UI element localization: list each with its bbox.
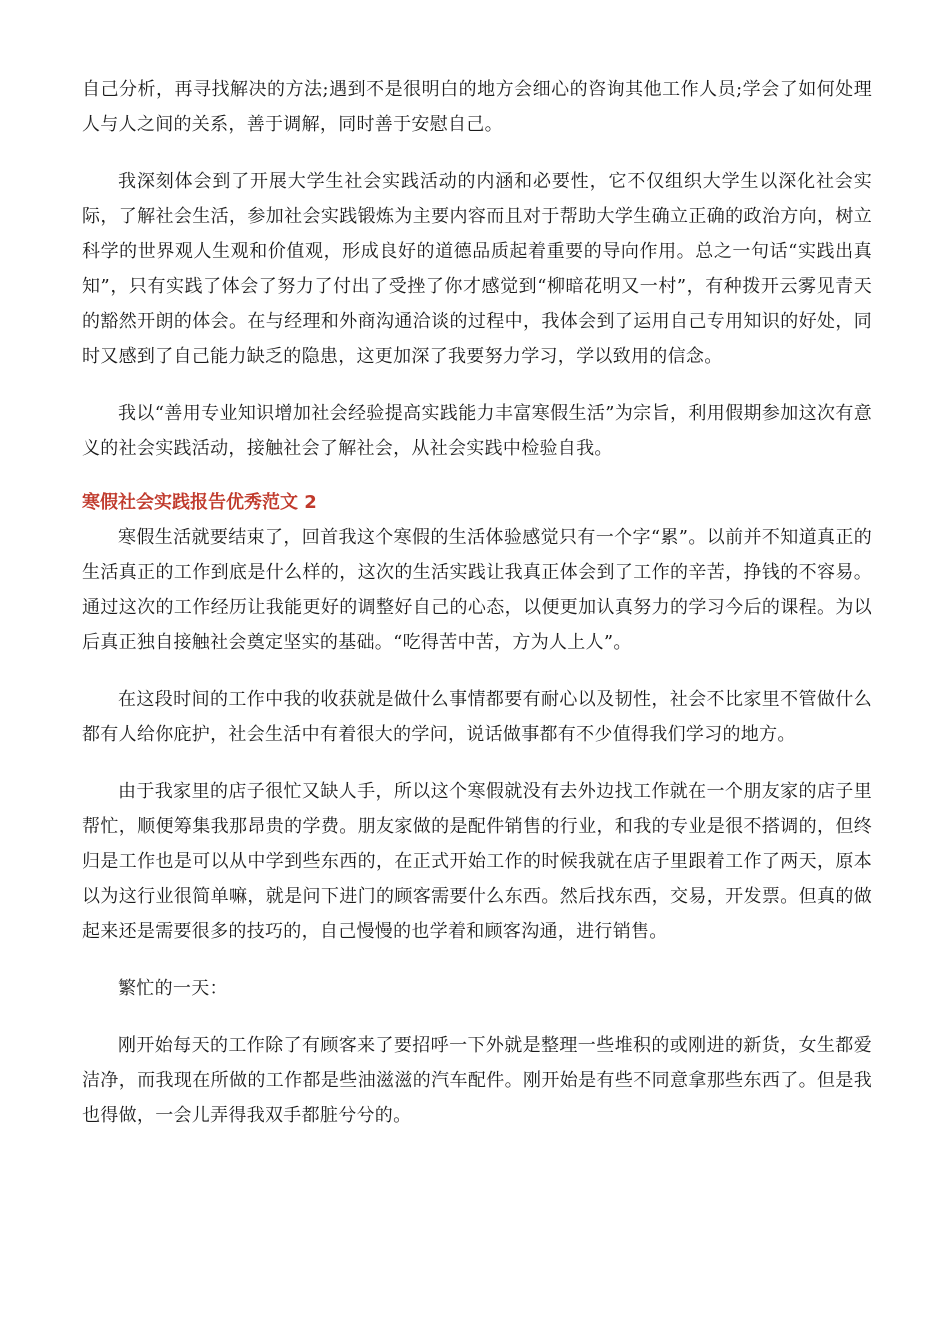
paragraph: 在这段时间的工作中我的收获就是做什么事情都要有耐心以及韧性，社会不比家里不管做什么都有人给你庇护，社会生活中有着很大的学问，说话做事都有不少值得我们学习的地方。 xyxy=(82,689,872,745)
document-page xyxy=(82,72,872,1133)
section-heading: 寒假社会实践报告优秀范文 2 xyxy=(82,492,317,513)
paragraph: 我深刻体会到了开展大学生社会实践活动的内涵和必要性，它不仅组织大学生以深化社会实际，了解社会生活，参加社会实践锻炼为主要内容而且对于帮助大学生确立正确的政治方向，树立科学的世界观人生观和价值观，形成良好的道德品质起着重要的导向作用。总之一句话“实践出真知”，只有实践了体会了努力了付出了受挫了你才感觉到“柳暗花明又一村”，有种拨开云雾见青天的豁然开朗的体会。在与经理和外商沟通洽谈的过程中，我体会到了运用自己专用知识的好处，同时又感到了自己能力缺乏的隐患，这更加深了我要努力学习，学以致用的信念。 xyxy=(82,171,872,367)
paragraph: 刚开始每天的工作除了有顾客来了要招呼一下外就是整理一些堆积的或刚进的新货，女生都爱洁净，而我现在所做的工作都是些油滋滋的汽车配件。刚开始是有些不同意拿那些东西了。但是我也得做，一会儿弄得我双手都脏兮兮的。 xyxy=(82,1035,872,1126)
paragraph: 由于我家里的店子很忙又缺人手，所以这个寒假就没有去外边找工作就在一个朋友家的店子里帮忙，顺便筹集我那昂贵的学费。朋友家做的是配件销售的行业，和我的专业是很不搭调的，但终归是工作也是可以从中学到些东西的，在正式开始工作的时候我就在店子里跟着工作了两天，原本以为这行业很简单嘛，就是问下进门的顾客需要什么东西。然后找东西，交易，开发票。但真的做起来还是需要很多的技巧的，自己慢慢的也学着和顾客沟通，进行销售。 xyxy=(82,781,872,942)
paragraph: 寒假生活就要结束了，回首我这个寒假的生活体验感觉只有一个字“累”。以前并不知道真正的生活真正的工作到底是什么样的，这次的生活实践让我真正体会到了工作的辛苦，挣钱的不容易。通过这次的工作经历让我能更好的调整好自己的心态，以便更加认真努力的学习今后的课程。为以后真正独自接触社会奠定坚实的基础。“吃得苦中苦，方为人上人”。 xyxy=(82,527,872,653)
paragraph-continued: 自己分析，再寻找解决的方法;遇到不是很明白的地方会细心的咨询其他工作人员;学会了如何处理人与人之间的关系，善于调解，同时善于安慰自己。 xyxy=(82,79,872,135)
paragraph: 我以“善用专业知识增加社会经验提高实践能力丰富寒假生活”为宗旨，利用假期参加这次有意义的社会实践活动，接触社会了解社会，从社会实践中检验自我。 xyxy=(82,403,872,459)
paragraph-subheading: 繁忙的一天： xyxy=(118,978,228,999)
